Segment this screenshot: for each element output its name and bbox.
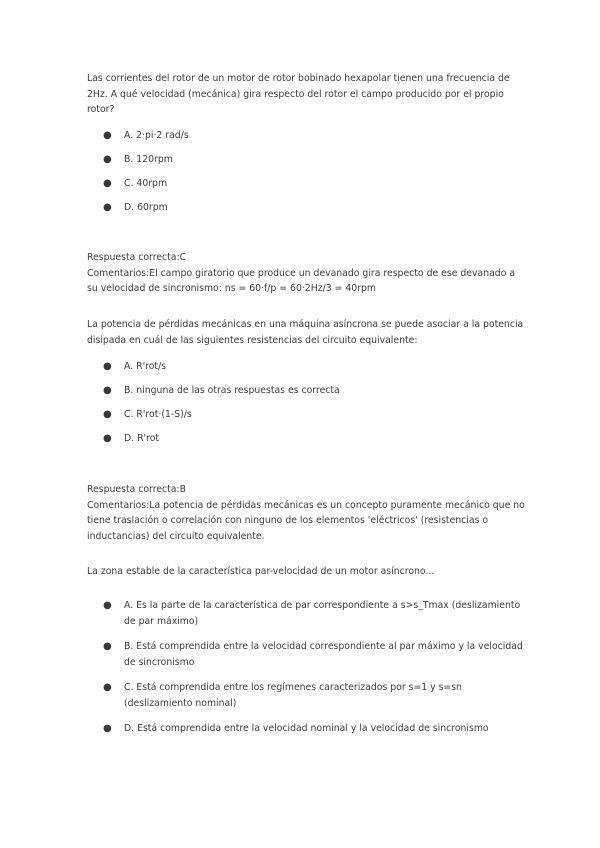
list-item: ● B. Está comprendida entre la velocidad correspondiente al par máximo y la velocidad de sincronismo <box>103 641 523 668</box>
question-2 <box>87 317 527 348</box>
options-list <box>87 128 527 216</box>
question-text: Las corrientes del rotor de un motor de rotor bobinado hexapolar tienen una frecuencia de 2Hz. A qué velocidad (mecánica) gira respecto del rotor el campo producido por el propio rotor? <box>87 73 510 115</box>
list-item: ● C. Está comprendida entre los regímenes caracterizados por s=1 y s=sn (deslizamiento nominal) <box>103 682 462 709</box>
list-item: ● C. 40rpm <box>87 176 527 192</box>
question-text: La zona estable de la característica par-velocidad de un motor asíncrono... <box>87 566 435 577</box>
bullet-icon: ● <box>103 433 112 444</box>
bullet-icon: ● <box>103 361 112 372</box>
bullet-icon: ● <box>103 641 112 652</box>
list-item: ● C. R'rot·(1-S)/s <box>87 407 527 423</box>
list-item: ● A. 2·pi·2 rad/s <box>87 128 527 144</box>
question-text: La potencia de pérdidas mecánicas en una máquina asíncrona se puede asociar a la potencia disipada en cuál de las siguientes resistencias del circuito equivalente: <box>87 319 524 346</box>
list-item: ● D. R'rot <box>87 431 527 447</box>
question-3 <box>87 564 527 580</box>
correct-answer: Respuesta correcta:C <box>87 252 187 263</box>
bullet-icon: ● <box>103 202 112 213</box>
list-item: ● A. R'rot/s <box>87 359 527 375</box>
bullet-icon: ● <box>103 409 112 420</box>
answer-block <box>87 250 527 297</box>
list-item: ● B. 120rpm <box>87 152 527 168</box>
options-list <box>87 359 527 447</box>
bullet-icon: ● <box>103 385 112 396</box>
bullet-icon: ● <box>103 682 112 693</box>
bullet-icon: ● <box>103 130 112 141</box>
list-item: ● D. 60rpm <box>87 200 527 216</box>
correct-answer: Respuesta correcta:B <box>87 484 187 495</box>
answer-block <box>87 482 527 544</box>
bullet-icon: ● <box>103 178 112 189</box>
bullet-icon: ● <box>103 723 112 734</box>
answer-comment: Comentarios:La potencia de pérdidas mecánicas es un concepto puramente mecánico que no tiene traslación o correlación con ninguno de los elementos 'eléctricos' (resistencias o inductancias) del circuito equivalente. <box>87 499 525 542</box>
list-item: ● B. ninguna de las otras respuestas es correcta <box>87 383 527 399</box>
bullet-icon: ● <box>103 600 112 611</box>
bullet-icon: ● <box>103 154 112 165</box>
list-item: ● D. Está comprendida entre la velocidad nominal y la velocidad de sincronismo <box>87 721 527 737</box>
question-1 <box>87 71 527 118</box>
list-item: ● A. Es la parte de la característica de par correspondiente a s>s_Tmax (deslizamiento de par máximo) <box>103 600 521 627</box>
options-list <box>87 598 527 737</box>
answer-comment: Comentarios:El campo giratorio que produce un devanado gira respecto de ese devanado a su velocidad de sincronismo: ns = 60·f/p = 60·2Hz/3 = 40rpm <box>87 267 516 294</box>
